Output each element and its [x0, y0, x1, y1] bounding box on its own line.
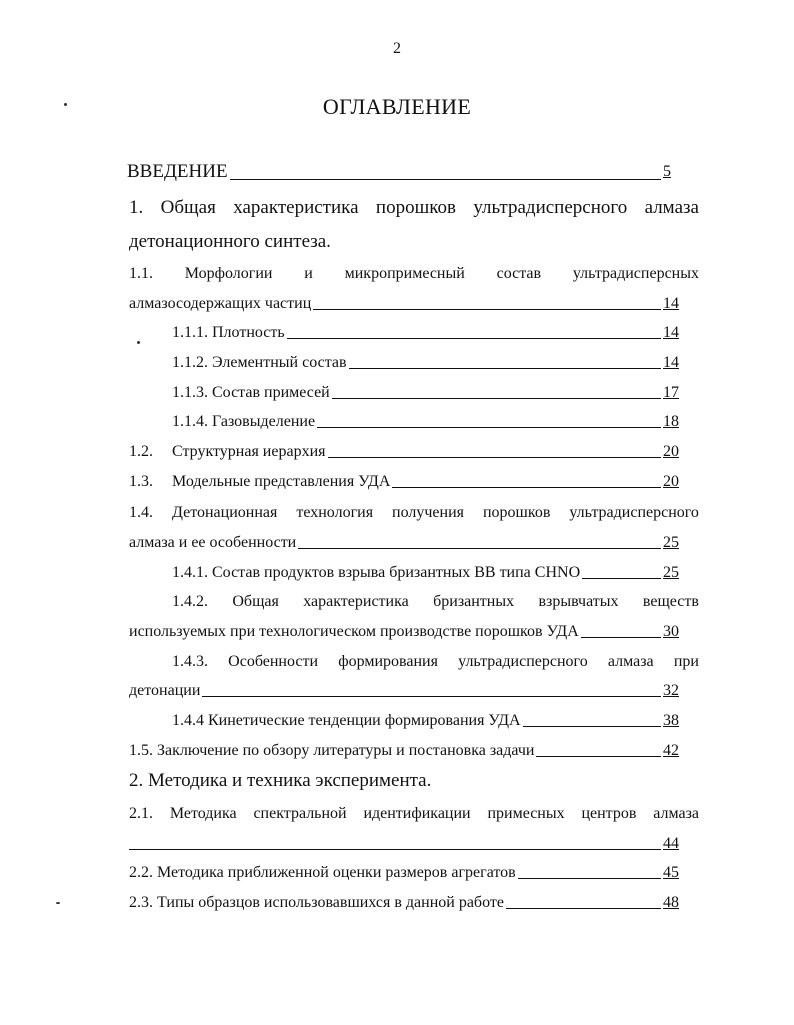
word: и	[304, 265, 313, 282]
toc-entry-1-4-4[interactable]	[172, 711, 679, 731]
toc-entry-1-3[interactable]	[129, 472, 679, 492]
entry-page: 14	[663, 354, 679, 371]
leader-line	[328, 457, 662, 458]
entry-page: 38	[663, 712, 679, 729]
word: веществ	[642, 593, 699, 610]
leader-line	[523, 726, 661, 727]
entry-label: 1.1.4. Газовыделение	[172, 413, 316, 430]
entry-page: 44	[663, 835, 679, 852]
scan-speck	[137, 341, 140, 344]
word: бризантных	[433, 593, 515, 610]
leader-line	[582, 578, 661, 579]
toc-entry-1-4-2[interactable]	[172, 592, 699, 612]
word: технология	[296, 504, 374, 521]
word: при	[673, 653, 699, 670]
toc-entry-2-3[interactable]	[129, 893, 679, 913]
word: Детонационная	[171, 504, 278, 521]
scan-speck	[56, 902, 60, 904]
leader-line	[349, 368, 661, 369]
word: 1.	[129, 197, 144, 218]
word: 1.4.3.	[172, 653, 208, 670]
entry-page: 25	[663, 564, 679, 581]
word: Методика	[169, 805, 237, 822]
leader-line	[506, 908, 661, 909]
leader-line	[581, 637, 661, 638]
toc-entry-1-4-3[interactable]	[172, 652, 699, 672]
entry-label: 1.4.1. Состав продуктов взрыва бризантных ВВ типа CHNO	[172, 564, 581, 581]
entry-page: 32	[663, 682, 679, 699]
word: ультрадисперсных	[572, 265, 699, 282]
word: алмаза	[653, 805, 699, 822]
toc-entry-1-4-1[interactable]	[172, 563, 679, 583]
leader-line	[287, 338, 661, 339]
toc-entry-1-1-4[interactable]	[172, 412, 679, 432]
toc-entry-1-4-2-line2[interactable]	[129, 622, 679, 642]
entry-page: 20	[663, 473, 679, 490]
entry-label: ВВЕДЕНИЕ	[127, 161, 228, 182]
word: порошков	[482, 504, 551, 521]
entry-number: 1.2.	[129, 443, 153, 460]
entry-label: алмазосодержащих частиц	[129, 295, 312, 312]
toc-entry-1-1-2[interactable]	[172, 353, 679, 373]
entry-label: Модельные представления УДА	[172, 473, 391, 490]
toc-entry-1-1-3[interactable]	[172, 383, 679, 403]
entry-label: 1.1.2. Элементный состав	[172, 354, 347, 371]
entry-page: 48	[663, 894, 679, 911]
entry-label: 1.5. Заключение по обзору литературы и постановка задачи	[129, 742, 535, 759]
entry-label: Структурная иерархия	[172, 443, 326, 460]
chapter-2-heading[interactable]: 2. Методика и техника эксперимента.	[129, 770, 432, 791]
word: 2.1.	[129, 805, 153, 822]
toc-entry-1-1-1[interactable]	[172, 323, 679, 343]
toc-entry-2-1[interactable]	[129, 804, 699, 824]
word: получения	[392, 504, 464, 521]
entry-page: 42	[663, 742, 679, 759]
leader-line	[536, 756, 661, 757]
word: примесных	[487, 805, 565, 822]
entry-page: 17	[663, 384, 679, 401]
entry-page: 45	[663, 864, 679, 881]
entry-page: 14	[663, 295, 679, 312]
word: алмаза	[607, 653, 654, 670]
entry-label: 1.4.4 Кинетические тенденции формирования УДА	[172, 712, 521, 729]
entry-page: 25	[663, 534, 679, 551]
entry-page: 14	[663, 324, 679, 341]
word: идентификации	[363, 805, 471, 822]
entry-label: алмаза и ее особенности	[129, 534, 297, 551]
word: Общая	[160, 197, 216, 218]
word: алмаза	[644, 197, 699, 218]
leader-line	[313, 309, 661, 310]
word: 1.4.2.	[172, 593, 208, 610]
toc-entry-1-4-3-line2[interactable]	[129, 681, 679, 701]
word: Общая	[232, 593, 279, 610]
word: взрывчатых	[538, 593, 619, 610]
word: микропримесный	[344, 265, 465, 282]
word: характеристика	[303, 593, 409, 610]
leader-line	[298, 548, 661, 549]
toc-entry-introduction[interactable]	[127, 160, 671, 184]
entry-page: 18	[663, 413, 679, 430]
toc-entry-1-1-line2[interactable]	[129, 294, 679, 314]
toc-entry-1-4[interactable]	[129, 503, 699, 523]
toc-entry-1-2[interactable]	[129, 442, 679, 462]
word: формирования	[338, 653, 438, 670]
entry-page: 20	[663, 443, 679, 460]
leader-line	[392, 487, 661, 488]
entry-label: 2.2. Методика приближенной оценки размеров агрегатов	[129, 864, 516, 881]
entry-label: 1.1.1. Плотность	[172, 324, 285, 341]
entry-label: детонации	[129, 682, 201, 699]
leader-line	[202, 696, 661, 697]
entry-number: 1.3.	[129, 473, 153, 490]
entry-page: 30	[663, 623, 679, 640]
word: порошков	[375, 197, 456, 218]
word: 1.4.	[129, 504, 153, 521]
word: центров	[581, 805, 637, 822]
toc-entry-2-1-line2[interactable]	[129, 834, 679, 854]
word: спектральной	[253, 805, 347, 822]
leader-line	[518, 878, 661, 879]
word: ультрадисперсного	[458, 653, 588, 670]
scan-speck	[64, 103, 67, 106]
entry-label: используемых при технологическом производстве порошков УДА	[129, 623, 579, 640]
leader-line	[317, 427, 661, 428]
toc-entry-1-5[interactable]	[129, 741, 679, 761]
toc-title: ОГЛАВЛЕНИЕ	[322, 94, 472, 119]
page-number: 2	[393, 40, 401, 57]
word: Особенности	[228, 653, 319, 670]
leader-line	[129, 849, 661, 850]
leader-line	[332, 398, 661, 399]
entry-label: 2.3. Типы образцов использовавшихся в данной работе	[129, 894, 504, 911]
word: состав	[496, 265, 542, 282]
word: Морфологии	[184, 265, 273, 282]
chapter-1-heading[interactable]	[129, 196, 699, 220]
word: ультрадисперсного	[473, 197, 628, 218]
leader-line	[230, 179, 661, 180]
toc-entry-1-1[interactable]	[129, 264, 699, 284]
entry-page: 5	[663, 163, 671, 180]
toc-entry-1-4-line2[interactable]	[129, 533, 679, 553]
word: 1.1.	[129, 265, 153, 282]
chapter-1-heading-line2: детонационного синтеза.	[129, 231, 331, 252]
word: характеристика	[233, 197, 359, 218]
toc-entry-2-2[interactable]	[129, 863, 679, 883]
entry-label: 1.1.3. Состав примесей	[172, 384, 330, 401]
word: ультрадисперсного	[569, 504, 699, 521]
